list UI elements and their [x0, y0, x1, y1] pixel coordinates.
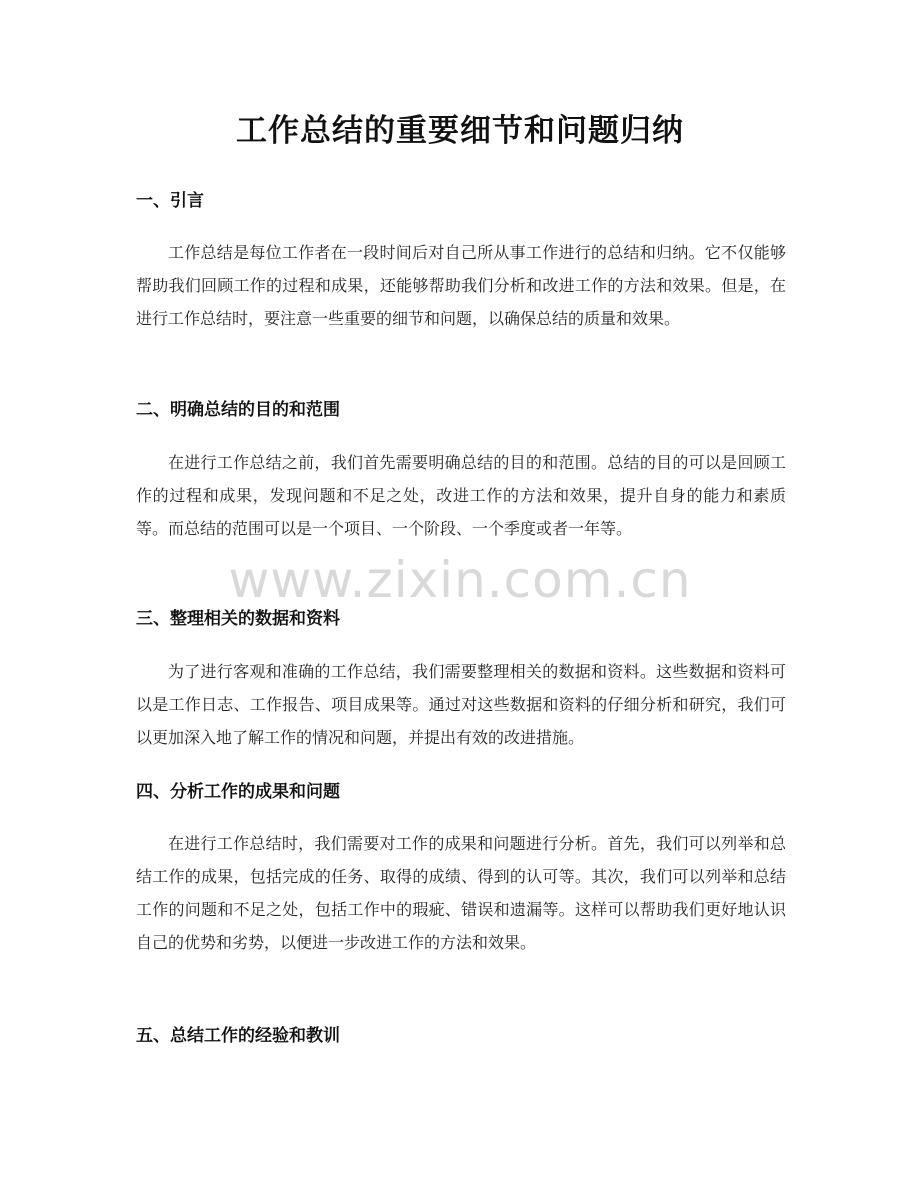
section-paragraph-results-problems: 在进行工作总结时，我们需要对工作的成果和问题进行分析。首先，我们可以列举和总结工作的成果，包括完成的任务、取得的成绩、得到的认可等。其次，我们可以列举和总结工作的问题和不足之处，包括工作中的瑕疵、错误和遗漏等。这样可以帮助我们更好地认识自己的优势和劣势，以便进一步改进工作的方法和效果。 [136, 834, 786, 952]
section-paragraph-introduction: 工作总结是每位工作者在一段时间后对自己所从事工作进行的总结和归纳。它不仅能够帮助我们回顾工作的过程和成果，还能够帮助我们分析和改进工作的方法和效果。但是，在进行工作总结时，要注意一些重要的细节和问题，以确保总结的质量和效果。 [136, 243, 786, 328]
document-title: 工作总结的重要细节和问题归纳 [236, 113, 684, 149]
section-paragraph-purpose-scope: 在进行工作总结之前，我们首先需要明确总结的目的和范围。总结的目的可以是回顾工作的过程和成果，发现问题和不足之处，改进工作的方法和效果，提升自身的能力和素质等。而总结的范围可以是一个项目、一个阶段、一个季度或者一年等。 [136, 453, 786, 538]
section-heading-purpose-scope: 二、明确总结的目的和范围 [136, 400, 340, 420]
section-heading-experience-lessons: 五、总结工作的经验和教训 [136, 1026, 340, 1046]
section-heading-data-materials: 三、整理相关的数据和资料 [136, 609, 340, 629]
section-heading-introduction: 一、引言 [136, 191, 204, 211]
section-paragraph-data-materials: 为了进行客观和准确的工作总结，我们需要整理相关的数据和资料。这些数据和资料可以是工作日志、工作报告、项目成果等。通过对这些数据和资料的仔细分析和研究，我们可以更加深入地了解工作的情况和问题，并提出有效的改进措施。 [136, 662, 786, 747]
watermark-text: www.zixin.com.cn [228, 551, 692, 609]
section-heading-results-problems: 四、分析工作的成果和问题 [136, 782, 340, 802]
